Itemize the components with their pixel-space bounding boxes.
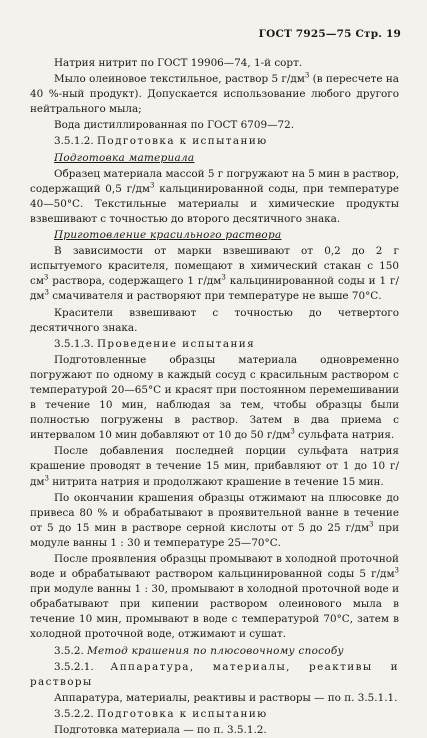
paragraph: Красители взвешивают с точностью до четвертого десятичного знака. (30, 306, 399, 334)
paragraph: Подготовка материала — по п. 3.5.1.2. (54, 724, 267, 737)
paragraph: После проявления образцы промывают в холодной проточной воде и обрабатывают раствором кальцинированной соды 5 $г/дм^3$ при модуле ванны 1 : 30, промывают в холодной проточной воде и обрабатывают при кипении раствором олеинового мыла в течение 10 мин, промывают в воде с температурой 70°С, затем в холодной проточной воде, отжимают и сушат. (30, 553, 399, 641)
section-heading: 3.5.2.2. Подготовка к испытанию (54, 707, 268, 720)
paragraph: Аппаратура, материалы, реактивы и растворы — по п. 3.5.1.1. (54, 691, 398, 704)
paragraph: Мыло олеиновое текстильное, раствор 5 $г/дм^3$ (в пересчете на 40 %-ный продукт). Допускается использование любого другого нейтрального мыла; (30, 71, 399, 116)
section-heading: 3.5.1.2. Подготовка к испытанию (54, 135, 268, 148)
paragraph: Вода дистиллированная по ГОСТ 6709—72. (54, 119, 295, 132)
paragraph: Натрия нитрит по ГОСТ 19906—74, 1-й сорт. (54, 57, 303, 69)
paragraph: Образец материала массой 5 г погружают на 5 мин в раствор, содержащий 0,5 $г/дм^3$ кальцинированной соды, при температуре 40—50°С. Текстильные материалы и химические продукты взвешивают с точностью до второго десятичного знака. (30, 167, 399, 225)
page-header: ГОСТ 7925—75 Стр. 19 (258, 28, 401, 40)
subsection-heading: Подготовка материала (54, 151, 195, 164)
section-heading: 3.5.2. Метод крашения по плюсовочному способу (54, 644, 344, 657)
section-heading: 3.5.1.3. Проведение испытания (54, 337, 256, 350)
paragraph: После добавления последней порции сульфата натрия крашение проводят в течение 15 мин, прибавляют от 1 до 10 $г/дм^3$ нитрита натрия и продолжают крашение в течение 15 мин. (30, 445, 399, 488)
paragraph: В зависимости от марки взвешивают от 0,2 до 2 г испытуемого красителя, помещают в химический стакан с 150 $см^3$ раствора, содержащего 1 $г/дм^3$ кальцинированной соды и 1 $г/дм^3$ смачивателя и растворяют при температуре не выше 70°С. (30, 245, 399, 303)
document-body (30, 56, 399, 738)
subsection-heading: Приготовление красильного раствора (54, 229, 282, 242)
paragraph: Подготовленные образцы материала одновременно погружают по одному в каждый сосуд с красильным раствором с температурой 20—65°С и красят при постоянном перемешивании в течение 10 мин, наблюдая за тем, чтобы образцы были полностью погружены в раствор. Затем в два приема с интервалом 10 мин добавляют от 10 до 50 $г/дм^3$ сульфата натрия. (30, 353, 399, 442)
paragraph: По окончании крашения образцы отжимают на плюсовке до привеса 80 % и обрабатывают в проявительной ванне в течение от 5 до 15 мин в растворе серной кислоты от 5 до 25 $г/дм^3$ при модуле ванны 1 : 30 и температуре 25—70°С. (30, 491, 399, 549)
section-heading: 3.5.2.1. Аппаратура, материалы, реактивы и растворы (30, 660, 399, 688)
